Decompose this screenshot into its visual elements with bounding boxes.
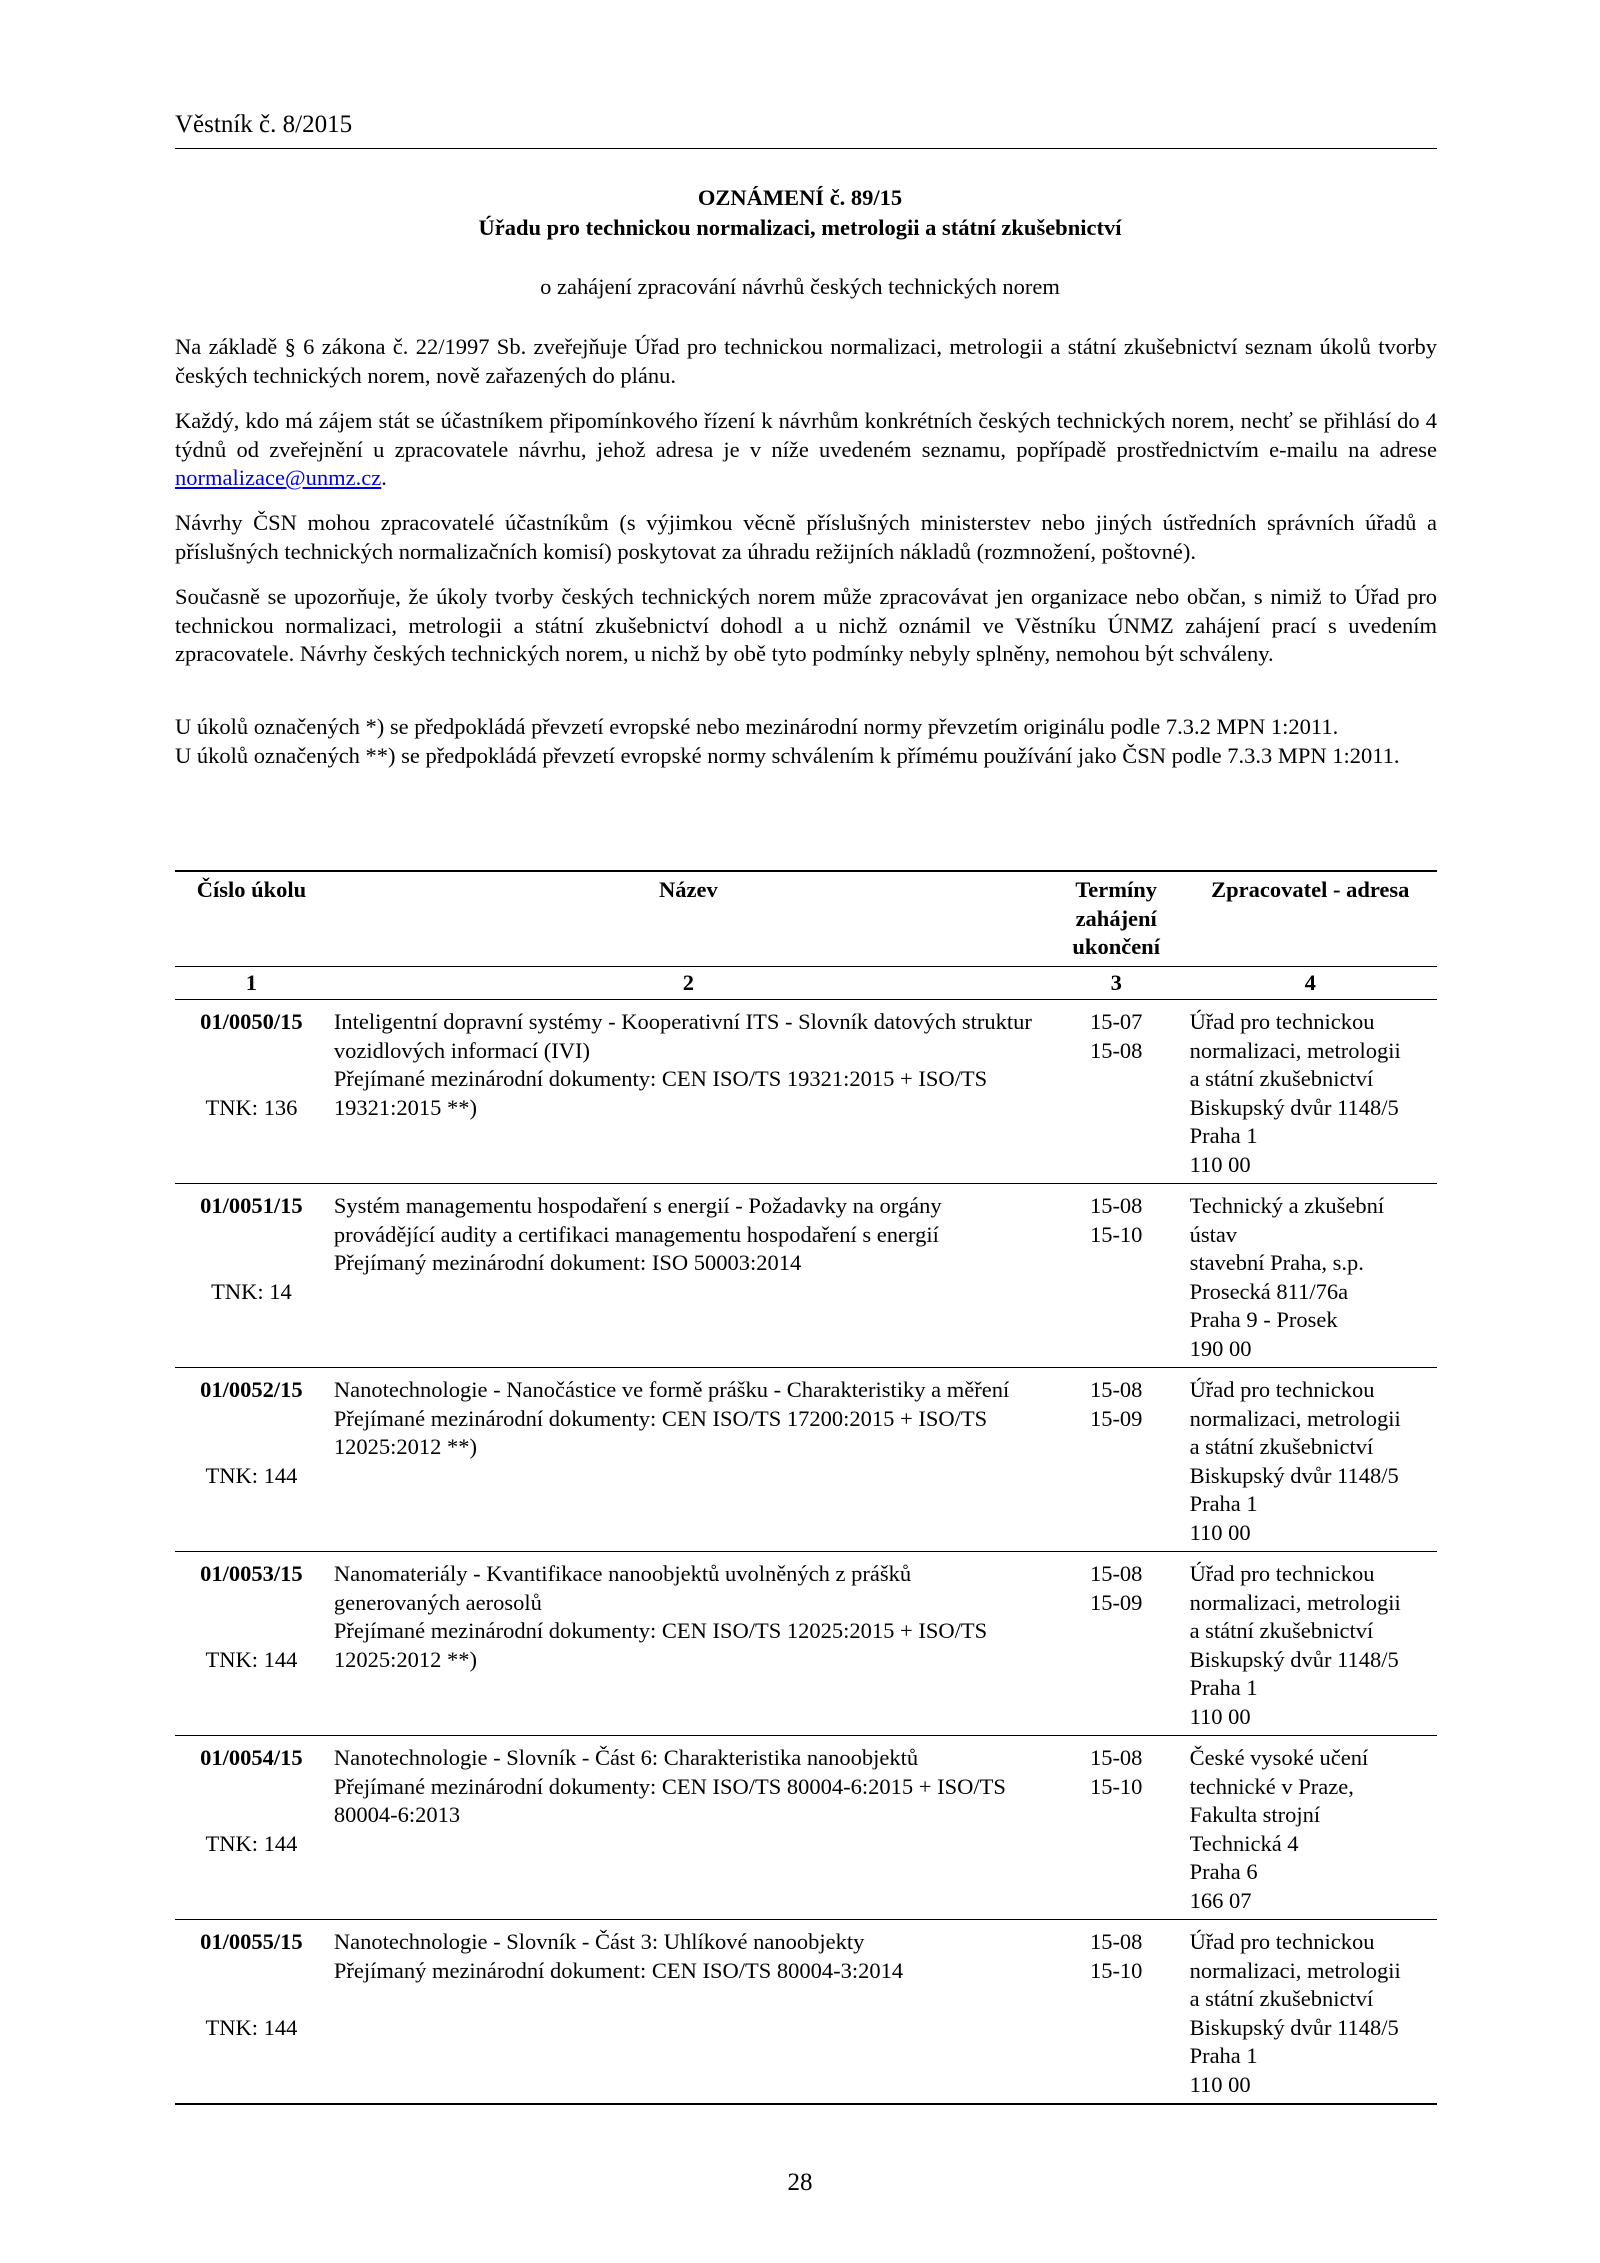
header-terms [1049, 871, 1184, 966]
address-line: a státní zkušebnictví [1189, 1066, 1374, 1091]
paragraph-legal-basis: Na základě § 6 zákona č. 22/1997 Sb. zveřejňuje Úřad pro technickou normalizaci, metrologii a státní zkušebnictví seznam úkolů tvorby českých technických norem, nově zařazených do plánu. [175, 334, 1437, 388]
task-documents: Přejímané mezinárodní dokumenty: CEN ISO/TS 80004-6:2015 + ISO/TS 80004-6:2013 [333, 1773, 1006, 1827]
address-line: Biskupský dvůr 1148/5 [1189, 1462, 1399, 1488]
processor-address-cell [1184, 1184, 1437, 1368]
term-start: 15-08 [1089, 1193, 1143, 1218]
announcement-title: OZNÁMENÍ č. 89/15 [697, 185, 903, 210]
task-id: 01/0051/15 [200, 1193, 303, 1218]
address-line: Praha 9 - Prosek [1189, 1307, 1338, 1332]
paragraph-participation-text: Každý, kdo má zájem stát se účastníkem připomínkového řízení k návrhům konkrétních českých technických norem, nechť se přihlásí do 4 týdnů od zveřejnění u zpracovatele návrhu, jehož adresa je v níže uvedeném seznamu, popřípadě prostřednictvím e-mailu na adrese [175, 408, 1437, 462]
table-row [175, 1920, 1437, 2105]
processor-address-cell [1184, 1368, 1437, 1552]
header-processor: Zpracovatel - adresa [1184, 871, 1437, 966]
announcement-issuer: Úřadu pro technickou normalizaci, metrologii a státní zkušebnictví [478, 215, 1122, 240]
task-name-cell [328, 1552, 1049, 1736]
task-terms-cell [1049, 1920, 1184, 2105]
address-line: Praha 6 [1189, 1859, 1258, 1884]
term-end: 15-10 [1089, 1957, 1143, 1983]
task-number-cell [175, 1184, 328, 1368]
tnk-label: TNK: 144 [205, 1646, 298, 1672]
task-name-cell [328, 1184, 1049, 1368]
address-line: 110 00 [1189, 1519, 1251, 1545]
address-line: Technický a zkušební ústav [1189, 1193, 1385, 1247]
processor-address-cell [1184, 1920, 1437, 2105]
address-line: 190 00 [1189, 1335, 1252, 1361]
task-documents: Přejímané mezinárodní dokumenty: CEN ISO/TS 19321:2015 + ISO/TS 19321:2015 **) [333, 1066, 988, 1120]
address-line: Praha 1 [1189, 2043, 1258, 2068]
address-line: Technická 4 [1189, 1830, 1299, 1856]
table-row [175, 1184, 1437, 1368]
header-task-number: Číslo úkolu [175, 871, 328, 966]
address-line: Fakulta strojní [1189, 1802, 1321, 1827]
address-line: a státní zkušebnictví [1189, 1434, 1374, 1459]
term-end: 15-09 [1089, 1405, 1143, 1431]
task-number-cell [175, 1920, 328, 2105]
term-start: 15-08 [1089, 1929, 1143, 1954]
address-line: normalizaci, metrologii [1189, 1405, 1401, 1431]
task-terms-cell [1049, 1736, 1184, 1920]
term-end: 15-08 [1089, 1037, 1143, 1063]
task-id: 01/0052/15 [200, 1377, 303, 1402]
column-number: 2 [328, 966, 1049, 1000]
address-line: technické v Praze, [1189, 1773, 1354, 1799]
task-name-cell [328, 1368, 1049, 1552]
journal-header: Věstník č. 8/2015 [175, 111, 353, 138]
term-start: 15-08 [1089, 1377, 1143, 1402]
task-documents: Přejímaný mezinárodní dokument: ISO 50003:2014 [333, 1250, 802, 1275]
term-end: 15-10 [1089, 1221, 1143, 1247]
address-line: normalizaci, metrologii [1189, 1589, 1401, 1615]
processor-address-cell [1184, 1736, 1437, 1920]
task-rows [175, 1000, 1437, 2105]
page-number: 28 [787, 2169, 813, 2196]
task-number-cell [175, 1736, 328, 1920]
term-end: 15-10 [1089, 1773, 1143, 1799]
address-line: Biskupský dvůr 1148/5 [1189, 1646, 1399, 1672]
paragraph-participation [175, 407, 1437, 493]
tnk-label: TNK: 136 [205, 1094, 298, 1120]
task-name-cell [328, 1000, 1049, 1184]
paragraph-adoption-endorsement: U úkolů označených **) se předpokládá převzetí evropské normy schválením k přímému používání jako ČSN podle 7.3.3 MPN 1:2011. [175, 743, 1400, 768]
task-documents: Přejímaný mezinárodní dokument: CEN ISO/TS 80004-3:2014 [333, 1957, 904, 1983]
table-row [175, 1552, 1437, 1736]
task-id: 01/0055/15 [200, 1929, 303, 1954]
task-name: Nanotechnologie - Slovník - Část 3: Uhlíkové nanoobjekty [333, 1929, 865, 1954]
address-line: Prosecká 811/76a [1189, 1278, 1349, 1304]
term-start: 15-08 [1089, 1561, 1143, 1586]
address-line: Úřad pro technickou [1189, 1561, 1375, 1586]
address-line: 110 00 [1189, 1151, 1251, 1177]
task-name: Nanotechnologie - Slovník - Část 6: Charakteristika nanoobjektů [333, 1745, 919, 1770]
paragraph-notice: Současně se upozorňuje, že úkoly tvorby českých technických norem může zpracovávat jen organizace nebo občan, s nimiž to Úřad pro technickou normalizaci, metrologii a státní zkušebnictví dohodl a u nichž oznámil ve Věstníku ÚNMZ zahájení prací s uvedením zpracovatele. Návrhy českých technických norem, u nichž by obě tyto podmínky nebyly splněny, nemohou být schváleny. [175, 584, 1437, 666]
address-line: normalizaci, metrologii [1189, 1037, 1401, 1063]
processor-address-cell [1184, 1552, 1437, 1736]
header-terms-line2: zahájení [1075, 905, 1157, 931]
header-name: Název [328, 871, 1049, 966]
task-terms-cell [1049, 1184, 1184, 1368]
task-name: Nanotechnologie - Nanočástice ve formě prášku - Charakteristiky a měření [333, 1377, 1010, 1402]
address-line: stavební Praha, s.p. [1189, 1250, 1364, 1275]
table-row [175, 1368, 1437, 1552]
task-terms-cell [1049, 1000, 1184, 1184]
task-number-cell [175, 1368, 328, 1552]
header-terms-line1: Termíny [1075, 877, 1158, 902]
address-line: Úřad pro technickou [1189, 1377, 1375, 1402]
tnk-label: TNK: 144 [205, 1462, 298, 1488]
header-terms-line3: ukončení [1072, 934, 1160, 959]
email-link[interactable]: normalizace@unmz.cz [175, 465, 382, 490]
address-line: normalizaci, metrologii [1189, 1957, 1401, 1983]
address-line: Praha 1 [1189, 1123, 1258, 1148]
table-row [175, 1000, 1437, 1184]
address-line: 166 07 [1189, 1887, 1252, 1913]
address-line: a státní zkušebnictví [1189, 1618, 1374, 1643]
task-name: Systém managementu hospodaření s energií - Požadavky na orgány provádějící audity a certifikaci managementu hospodaření s energií [333, 1193, 942, 1247]
task-name: Inteligentní dopravní systémy - Kooperativní ITS - Slovník datových struktur vozidlových informací (IVI) [333, 1009, 1032, 1063]
column-number: 4 [1184, 966, 1437, 1000]
paragraph-adoption-original: U úkolů označených *) se předpokládá převzetí evropské nebo mezinárodní normy převzetím originálu podle 7.3.2 MPN 1:2011. [175, 714, 1339, 739]
address-line: 110 00 [1189, 1703, 1251, 1729]
task-name-cell [328, 1920, 1049, 2105]
term-start: 15-07 [1089, 1009, 1143, 1034]
task-id: 01/0050/15 [200, 1009, 303, 1034]
tnk-label: TNK: 144 [205, 1830, 298, 1856]
address-line: Praha 1 [1189, 1675, 1258, 1700]
tnk-label: TNK: 14 [211, 1278, 292, 1304]
column-number: 3 [1049, 966, 1184, 1000]
tnk-label: TNK: 144 [205, 2014, 298, 2040]
task-documents: Přejímané mezinárodní dokumenty: CEN ISO/TS 17200:2015 + ISO/TS 12025:2012 **) [333, 1405, 988, 1459]
column-number: 1 [175, 966, 328, 1000]
task-table [175, 870, 1437, 2105]
term-end: 15-09 [1089, 1589, 1143, 1615]
header-divider [175, 148, 1437, 149]
task-name-cell [328, 1736, 1049, 1920]
task-documents: Přejímané mezinárodní dokumenty: CEN ISO/TS 12025:2015 + ISO/TS 12025:2012 **) [333, 1618, 988, 1672]
address-line: a státní zkušebnictví [1189, 1986, 1374, 2011]
address-line: 110 00 [1189, 2071, 1251, 2097]
task-id: 01/0054/15 [200, 1745, 303, 1770]
announcement-subject: o zahájení zpracování návrhů českých technických norem [540, 274, 1060, 299]
address-line: Úřad pro technickou [1189, 1929, 1375, 1954]
paragraph-drafts: Návrhy ČSN mohou zpracovatelé účastníkům (s výjimkou věcně příslušných ministerstev nebo jiných ústředních správních úřadů a příslušných technických normalizačních komisí) poskytovat za úhradu režijních nákladů (rozmnožení, poštovné). [175, 510, 1437, 564]
address-line: Úřad pro technickou [1189, 1009, 1375, 1034]
address-line: Biskupský dvůr 1148/5 [1189, 2014, 1399, 2040]
table-row [175, 1736, 1437, 1920]
address-line: České vysoké učení [1189, 1745, 1369, 1770]
address-line: Praha 1 [1189, 1491, 1258, 1516]
task-number-cell [175, 1552, 328, 1736]
address-line: Biskupský dvůr 1148/5 [1189, 1094, 1399, 1120]
task-name: Nanomateriály - Kvantifikace nanoobjektů uvolněných z prášků generovaných aerosolů [333, 1561, 912, 1615]
term-start: 15-08 [1089, 1745, 1143, 1770]
column-number-row [175, 966, 1437, 1000]
task-number-cell [175, 1000, 328, 1184]
task-terms-cell [1049, 1368, 1184, 1552]
table-header-row [175, 871, 1437, 966]
processor-address-cell [1184, 1000, 1437, 1184]
task-terms-cell [1049, 1552, 1184, 1736]
paragraph-participation-end: . [381, 465, 387, 490]
task-id: 01/0053/15 [200, 1561, 303, 1586]
